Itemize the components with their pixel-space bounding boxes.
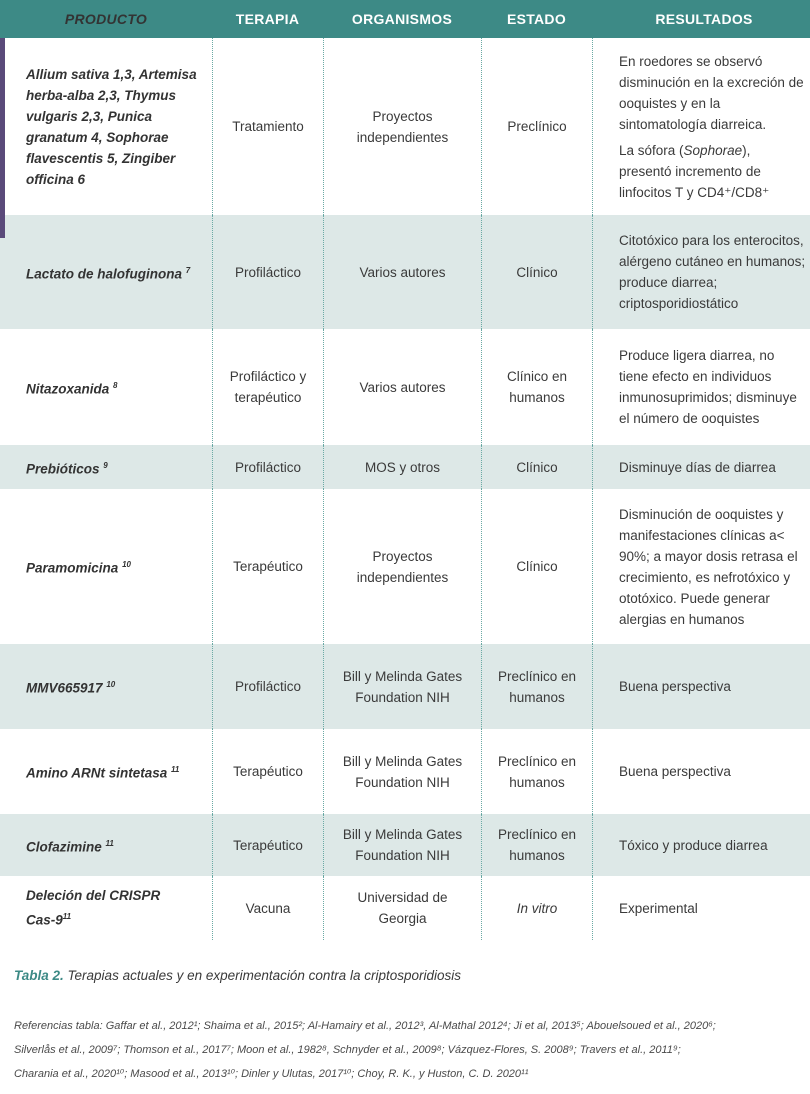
producto-cell: Clofazimine $^{11}$ (26, 838, 114, 855)
table-row (0, 38, 810, 215)
estado-cell: Clínico en humanos (481, 329, 592, 445)
producto-cell (0, 38, 212, 215)
estado-cell: Preclínico en humanos (481, 644, 592, 729)
organismos-cell: Varios autores (323, 329, 481, 445)
table-row (0, 729, 810, 814)
producto-cell: Prebióticos $^9$ (26, 460, 108, 477)
producto-line: vulgaris 2,3, Punica (26, 108, 153, 124)
table-row (0, 329, 810, 445)
resultados-cell: Produce ligera diarrea, no tiene efecto en individuos inmunosuprimidos; disminuye el número de ooquistes (592, 329, 810, 445)
resultados-cell: Buena perspectiva (592, 644, 810, 729)
terapia-cell: Profiláctico (212, 445, 323, 489)
caption-text: Terapias actuales y en experimentación contra la criptosporidiosis (63, 968, 461, 983)
terapia-cell: Terapéutico (212, 489, 323, 644)
terapia-cell: Profiláctico y terapéutico (212, 329, 323, 445)
resultados-cell (592, 38, 810, 215)
producto-cell: Paramomicina $^{10}$ (26, 560, 131, 576)
header-producto: PRODUCTO (64, 10, 148, 27)
resultados-cell: Disminuye días de diarrea (592, 445, 810, 489)
organismos-cell: MOS y otros (323, 445, 481, 489)
table-header (0, 0, 810, 38)
producto-line: herba-alba 2,3, Thymus (26, 87, 177, 103)
terapia-cell: Terapéutico (212, 729, 323, 814)
header-estado: ESTADO (506, 10, 567, 27)
resultados-cell: Buena perspectiva (592, 729, 810, 814)
table-row (0, 814, 810, 876)
header-terapia: TERAPIA (235, 10, 300, 27)
estado-cell: In vitro (481, 876, 592, 940)
producto-cell: Amino ARNt sintetasa $^{11}$ (26, 765, 180, 781)
table-row (0, 489, 810, 644)
organismos-cell: Bill y Melinda Gates Foundation NIH (323, 729, 481, 814)
estado-cell: Clínico (481, 445, 592, 489)
organismos-cell: Proyectos independientes (323, 38, 481, 215)
table-row (0, 876, 810, 940)
table-row (0, 215, 810, 329)
resultados-paragraph: La sófora (Sophorae), presentó incremento de linfocitos T y CD4⁺/CD8⁺ (619, 142, 770, 200)
organismos-cell: Varios autores (323, 215, 481, 329)
resultados-cell: Disminución de ooquistes y manifestaciones clínicas a< 90%; a mayor dosis retrasa el crecimiento, es nefrotóxico y ototóxico. Puede generar alergias en humanos (592, 489, 810, 644)
producto-line: flavescentis 5, Zingiber (26, 150, 176, 166)
producto-cell: Nitazoxanida $^8$ (26, 380, 118, 397)
producto-line: Allium sativa 1,3, Artemisa (26, 66, 197, 82)
reference-line: Referencias tabla: Gaffar et al., 2012¹; Shaima et al., 2015²; Al-Hamairy et al., 2012³, Al-Mathal 2012⁴; Ji et al, 2013⁵; Abouelsoued et al., 2020⁶; (14, 1020, 716, 1032)
organismos-cell: Proyectos independientes (323, 489, 481, 644)
organismos-cell: Universidad de Georgia (323, 876, 481, 940)
left-edge-accent (0, 38, 5, 238)
header-resultados: RESULTADOS (655, 10, 753, 27)
estado-cell: Preclínico en humanos (481, 814, 592, 876)
reference-line: Charania et al., 2020¹⁰; Masood et al., 2013¹⁰; Dinler y Ulutas, 2017¹⁰; Choy, R. K., y Huston, C. D. 2020¹¹ (14, 1068, 529, 1080)
producto-cell (0, 876, 212, 940)
organismos-cell: Bill y Melinda Gates Foundation NIH (323, 644, 481, 729)
producto-line: granatum 4, Sophorae (26, 129, 169, 145)
reference-line: Silverlås et al., 2009⁷; Thomson et al., 2017⁷; Moon et al., 1982⁸, Schnyder et al., 2009⁸; Vázquez-Flores, S. 2008⁹; Travers et al., 2011⁹; (14, 1044, 681, 1056)
producto-line: Deleción del CRISPR (26, 888, 161, 904)
resultados-paragraph: En roedores se observó disminución en la excreción de ooquistes y en la sintomatología diarreica. (619, 53, 804, 132)
resultados-cell: Experimental (592, 876, 810, 940)
organismos-cell: Bill y Melinda Gates Foundation NIH (323, 814, 481, 876)
producto-line: Cas-$9^{11}$ (26, 912, 72, 928)
caption-label: Tabla 2. (14, 968, 64, 983)
resultados-cell: Tóxico y produce diarrea (592, 814, 810, 876)
terapia-cell: Vacuna (212, 876, 323, 940)
terapia-cell: Terapéutico (212, 814, 323, 876)
producto-line: officina 6 (26, 171, 86, 187)
references (14, 1014, 804, 1086)
header-organismos: ORGANISMOS (351, 10, 453, 27)
estado-cell: Preclínico (481, 38, 592, 215)
table-row (0, 445, 810, 489)
terapia-cell: Tratamiento (212, 38, 323, 215)
terapia-cell: Profiláctico (212, 215, 323, 329)
terapia-cell: Profiláctico (212, 644, 323, 729)
producto-cell: Lactato de halofuginona $^7$ (26, 265, 191, 282)
producto-cell: MMV665917 $^{10}$ (26, 680, 116, 696)
table-row (0, 644, 810, 729)
resultados-cell: Citotóxico para los enterocitos, alérgeno cutáneo en humanos; produce diarrea; criptosporidiostático (592, 215, 810, 329)
estado-cell: Clínico (481, 489, 592, 644)
estado-cell: Clínico (481, 215, 592, 329)
estado-cell: Preclínico en humanos (481, 729, 592, 814)
table-caption (14, 968, 461, 983)
